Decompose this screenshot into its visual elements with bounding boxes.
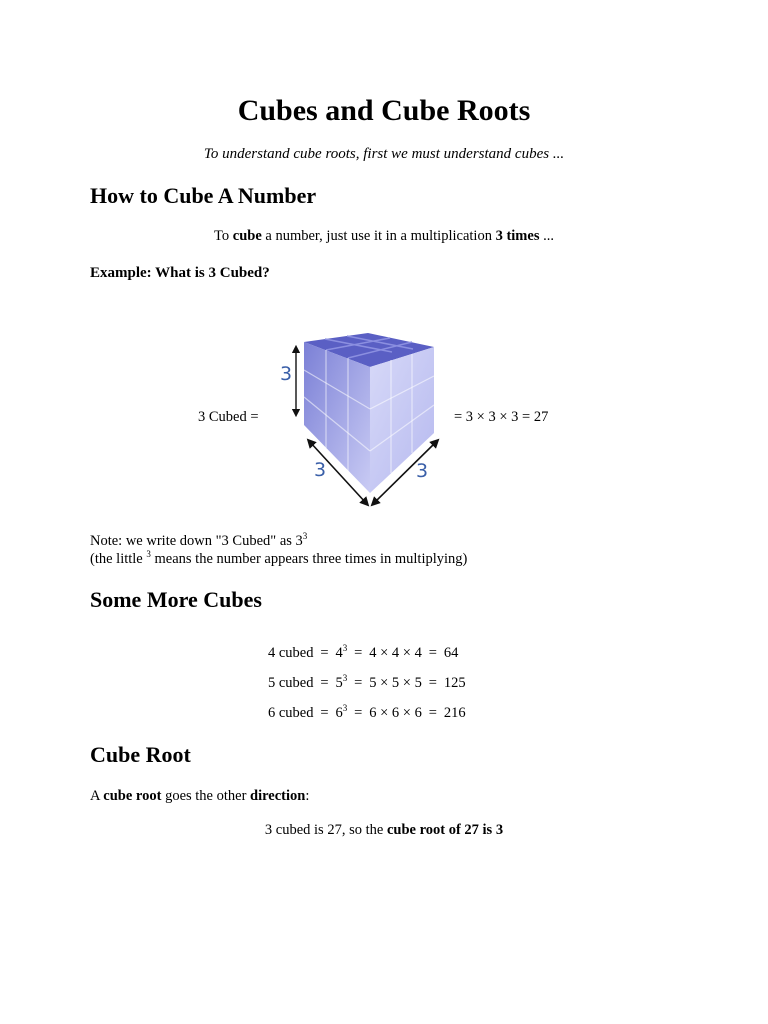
equals-sign: = — [428, 704, 437, 721]
power-exponent: 3 — [342, 672, 348, 683]
cubes-table-body — [268, 638, 466, 728]
notation-note — [90, 532, 467, 568]
section-heading-how-to-cube: How to Cube A Number — [90, 183, 317, 208]
def-bold-direction: direction — [250, 788, 306, 804]
page-title: Cubes and Cube Roots — [237, 94, 531, 127]
equals-sign: = — [320, 674, 329, 691]
example-heading: Example: What is 3 Cubed? — [90, 265, 270, 281]
example-bold: cube root of 27 is 3 — [386, 822, 504, 838]
power-exponent: 3 — [342, 702, 348, 713]
section-heading-more-cubes: Some More Cubes — [90, 587, 262, 612]
note-line1-text: Note: we write down "3 Cubed" as 3 — [90, 533, 303, 549]
figure-right-label: = 3 × 3 × 3 = 27 — [454, 409, 549, 425]
instruction-bold-cube: cube — [232, 228, 262, 244]
note-line2-pre: (the little — [90, 551, 147, 567]
power-base: 6 — [335, 704, 343, 721]
def-bold-cube-root: cube root — [103, 788, 162, 804]
cube-instruction — [0, 228, 768, 245]
cube-root-example — [0, 822, 768, 839]
cube-row-result: 216 — [443, 704, 466, 721]
cube-row-label: 6 cubed — [268, 704, 314, 721]
instruction-bold-times: 3 times — [495, 228, 540, 244]
def-pre: A — [90, 788, 104, 804]
power-exponent: 3 — [342, 642, 348, 653]
cube-row-product: 4 × 4 × 4 — [369, 644, 422, 661]
equals-sign: = — [428, 644, 437, 661]
instruction-pre: To — [214, 228, 233, 244]
cube-row-label: 5 cubed — [268, 674, 314, 691]
power-base: 5 — [335, 674, 343, 691]
cube-root-definition — [90, 788, 309, 805]
instruction-post: ... — [539, 228, 554, 244]
depth-label: 3 — [314, 459, 327, 481]
note-line1-sup: 3 — [302, 531, 308, 542]
cube-row — [268, 698, 466, 728]
instruction-mid: a number, just use it in a multiplication — [261, 228, 496, 244]
equals-sign: = — [354, 674, 363, 691]
intro-text: To understand cube roots, first we must understand cubes ... — [203, 146, 565, 162]
equals-sign: = — [428, 674, 437, 691]
cube-row-label: 4 cubed — [268, 644, 314, 661]
cube-row-product: 6 × 6 × 6 — [369, 704, 422, 721]
height-label: 3 — [280, 363, 293, 385]
note-line-1 — [90, 532, 467, 550]
note-line2-sup: 3 — [146, 549, 151, 560]
equals-sign: = — [354, 644, 363, 661]
power-base: 4 — [335, 644, 343, 661]
equals-sign: = — [320, 704, 329, 721]
def-mid: goes the other — [161, 788, 251, 804]
width-label: 3 — [416, 460, 429, 482]
cube-row-product: 5 × 5 × 5 — [369, 674, 422, 691]
example-pre: 3 cubed is 27, so the — [264, 822, 387, 838]
cube-row — [268, 668, 466, 698]
note-line-2 — [90, 550, 467, 568]
def-post: : — [305, 788, 310, 804]
cube-row — [268, 638, 466, 668]
note-line2-post: means the number appears three times in multiplying) — [150, 551, 468, 567]
cubes-table — [268, 638, 466, 728]
cube-row-power — [336, 668, 348, 698]
section-heading-cube-root: Cube Root — [90, 742, 191, 767]
cube-row-power — [336, 698, 348, 728]
cube-row-result: 125 — [443, 674, 466, 691]
cube-row-result: 64 — [443, 644, 459, 661]
cube-figure — [276, 325, 451, 510]
equals-sign: = — [354, 704, 363, 721]
equals-sign: = — [320, 644, 329, 661]
figure-left-label: 3 Cubed = — [198, 409, 259, 425]
cube-row-power — [336, 638, 348, 668]
